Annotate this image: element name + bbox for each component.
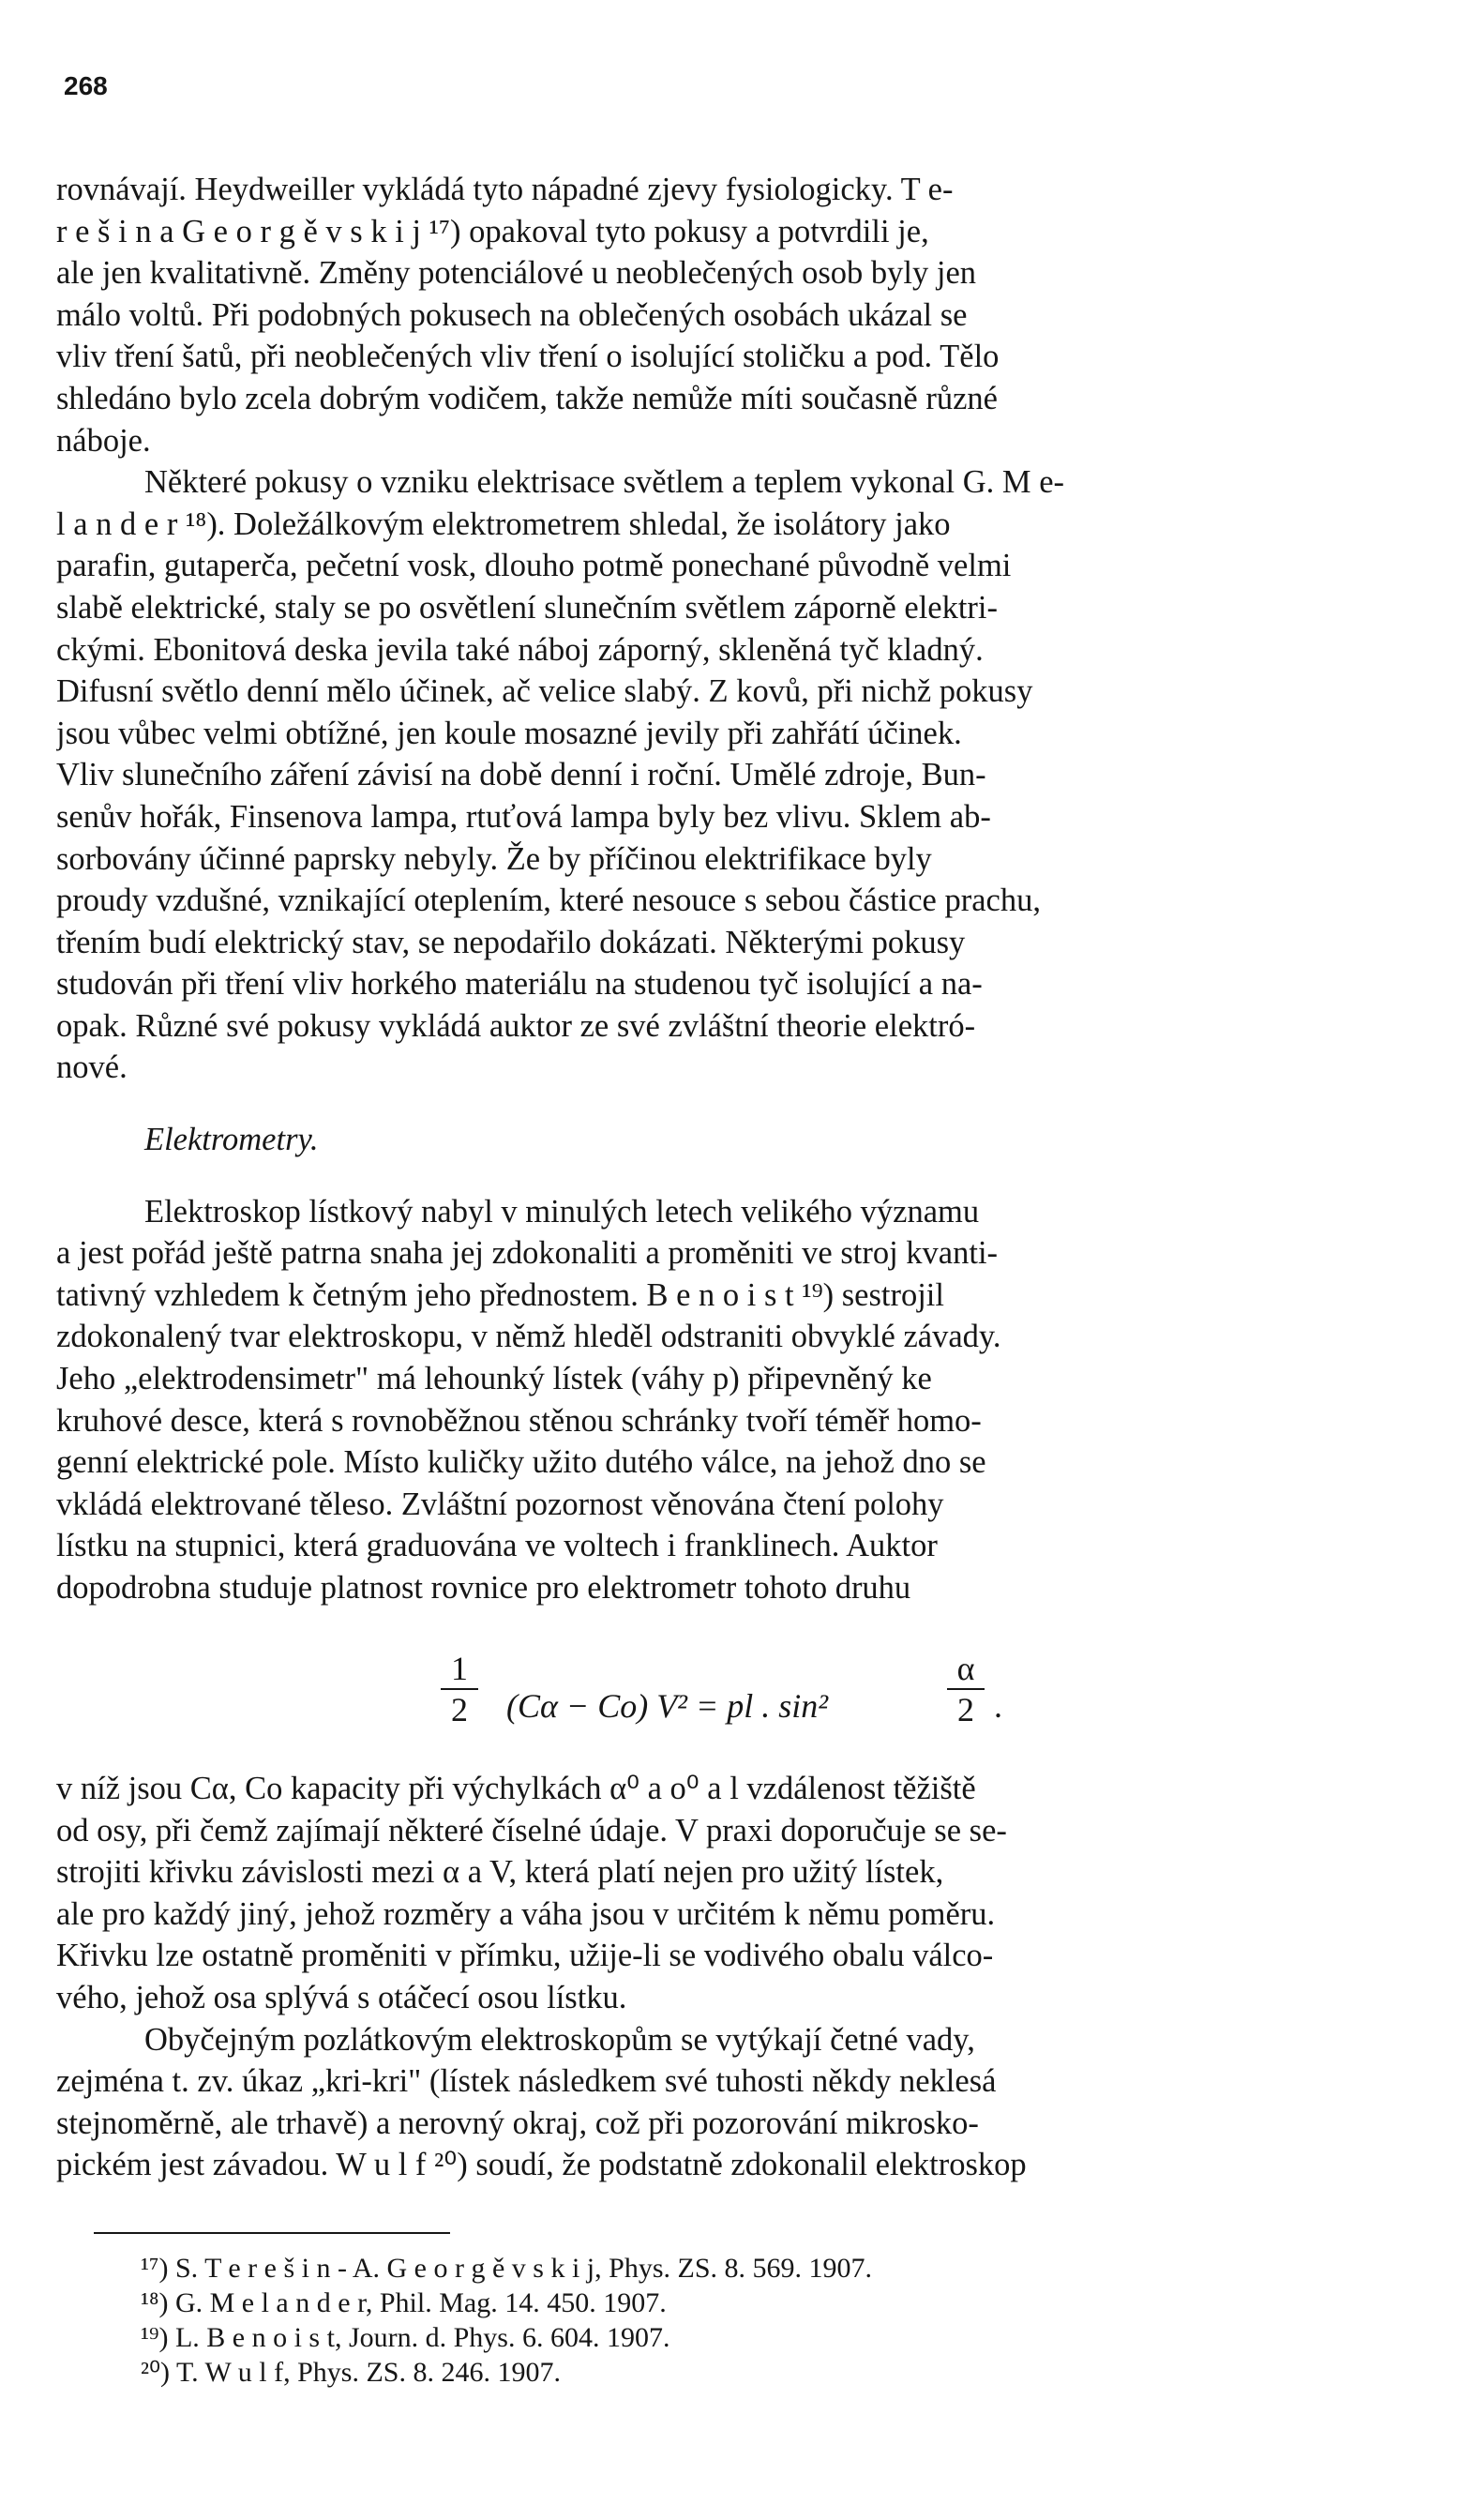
text-line: Jeho „elektrodensimetr" má lehounký lístek (váhy p) připevněný ke xyxy=(56,1361,932,1397)
text-line: vého, jehož osa splývá s otáčecí osou lístku. xyxy=(56,1979,627,2015)
text-line: Obyčejným pozlátkovým elektroskopům se vytýkají četné vady, xyxy=(144,2021,975,2058)
text-line: třením budí elektrický stav, se nepodařilo dokázati. Některými pokusy xyxy=(56,924,966,960)
text-line: Difusní světlo denní mělo účinek, ač velice slabý. Z kovů, při nichž pokusy xyxy=(56,673,1033,710)
text-line: jsou vůbec velmi obtížné, jen koule mosazné jevily při zahřátí účinek. xyxy=(56,715,962,751)
footnote: ¹⁸) G. M e l a n d e r, Phil. Mag. 14. 450. 1907. xyxy=(141,2287,667,2318)
body-text-bottom xyxy=(56,1768,1397,2186)
text-line: rovnávají. Heydweiller vykládá tyto nápadné zjevy fysiologicky. T e- xyxy=(56,172,954,207)
text-line: Křivku lze ostatně proměniti v přímku, užije-li se vodivého obalu válco- xyxy=(56,1938,994,1974)
fraction-denominator: 2 xyxy=(451,1691,468,1728)
text-line: lístku na stupnici, která graduována ve voltech i franklinech. Auktor xyxy=(56,1528,938,1564)
page-number: 268 xyxy=(64,71,108,100)
footnote: ²⁰) T. W u l f, Phys. ZS. 8. 246. 1907. xyxy=(141,2357,561,2388)
footnote: ¹⁹) L. B e n o i s t, Journ. d. Phys. 6. 604. 1907. xyxy=(141,2322,670,2353)
text-line: r e š i n a G e o r g ě v s k i j ¹⁷) opakoval tyto pokusy a potvrdili je, xyxy=(56,213,929,249)
footnotes xyxy=(141,2251,1313,2390)
text-line: Některé pokusy o vzniku elektrisace světlem a teplem vykonal G. M e- xyxy=(144,464,1065,501)
body-text-top xyxy=(56,169,1397,1609)
text-line: sorbovány účinné paprsky nebyly. Že by příčinou elektrifikace byly xyxy=(56,840,932,877)
text-line: vliv tření šatů, při neoblečených vliv tření o isolující stoličku a pod. Tělo xyxy=(56,339,1000,375)
fraction-numerator: 1 xyxy=(451,1650,468,1687)
fraction-numerator: α xyxy=(956,1650,975,1687)
text-line: dopodrobna studuje platnost rovnice pro elektrometr tohoto druhu xyxy=(56,1570,911,1606)
text-line: málo voltů. Při podobných pokusech na oblečených osobách ukázal se xyxy=(56,296,968,333)
text-line: strojiti křivku závislosti mezi α a V, která platí nejen pro užitý lístek, xyxy=(56,1854,944,1891)
equation xyxy=(441,1649,1097,1761)
text-line: l a n d e r ¹⁸). Doležálkovým elektrometrem shledal, že isolátory jako xyxy=(56,506,951,542)
text-line: senův hořák, Finsenova lampa, rtuťová lampa byly bez vlivu. Sklem ab- xyxy=(56,798,991,835)
text-line: shledáno bylo zcela dobrým vodičem, takže nemůže míti současně různé xyxy=(56,380,998,416)
section-heading: Elektrometry. xyxy=(144,1122,319,1158)
fraction-one-half xyxy=(441,1649,478,1729)
equation-body: (Cα − Cο) V² = pl . sin² xyxy=(506,1687,829,1725)
text-line: parafin, gutaperča, pečetní vosk, dlouho potmě ponechané původně velmi xyxy=(56,548,1012,584)
fraction-alpha-half xyxy=(947,1649,985,1729)
text-line: zdokonalený tvar elektroskopu, v němž hleděl odstraniti obvyklé závady. xyxy=(56,1319,1001,1355)
fraction-denominator: 2 xyxy=(957,1691,974,1728)
text-line: náboje. xyxy=(56,422,151,459)
text-line: opak. Různé své pokusy vykládá auktor ze své zvláštní theorie elektró- xyxy=(56,1007,976,1044)
text-line: proudy vzdušné, vznikající oteplením, které nesouce s sebou částice prachu, xyxy=(56,883,1041,919)
text-line: Elektroskop lístkový nabyl v minulých letech velikého významu xyxy=(144,1193,980,1230)
text-line: nové. xyxy=(56,1049,128,1086)
text-line: vkládá elektrované těleso. Zvláštní pozornost věnována čtení polohy xyxy=(56,1486,944,1522)
text-line: v níž jsou Cα, Cο kapacity při výchylkách α⁰ a o⁰ a l vzdálenost těžiště xyxy=(56,1771,976,1806)
text-line: ale jen kvalitativně. Změny potenciálové u neoblečených osob byly jen xyxy=(56,255,977,292)
text-line: kruhové desce, která s rovnoběžnou stěnou schránky tvoří téměř homo- xyxy=(56,1402,982,1439)
equation-end: . xyxy=(994,1687,1002,1725)
footnote: ¹⁷) S. T e r e š i n - A. G e o r g ě v s k i j, Phys. ZS. 8. 569. 1907. xyxy=(141,2253,872,2284)
text-line: ckými. Ebonitová deska jevila také náboj záporný, skleněná tyč kladný. xyxy=(56,631,984,668)
text-line: zejména t. zv. úkaz „kri-kri" (lístek následkem své tuhosti někdy neklesá xyxy=(56,2063,997,2100)
text-line: stejnoměrně, ale trhavě) a nerovný okraj, což při pozorování mikrosko- xyxy=(56,2105,979,2141)
text-line: studován při tření vliv horkého materiálu na studenou tyč isolující a na- xyxy=(56,966,983,1003)
text-line: Vliv slunečního záření závisí na době denní i roční. Umělé zdroje, Bun- xyxy=(56,757,986,793)
text-line: pickém jest závadou. W u l f ²⁰) soudí, že podstatně zdokonalil elektroskop xyxy=(56,2147,1027,2183)
text-line: tativný vzhledem k četným jeho přednostem. B e n o i s t ¹⁹) sestrojil xyxy=(56,1276,944,1313)
text-line: ale pro každý jiný, jehož rozměry a váha jsou v určitém k němu poměru. xyxy=(56,1895,996,1932)
text-line: od osy, při čemž zajímají některé číselné údaje. V praxi doporučuje se se- xyxy=(56,1812,1007,1849)
text-line: slabě elektrické, staly se po osvětlení slunečním světlem záporně elektri- xyxy=(56,589,998,626)
footnote-divider xyxy=(94,2232,450,2234)
text-line: genní elektrické pole. Místo kuličky užito dutého válce, na jehož dno se xyxy=(56,1444,986,1481)
text-line: a jest pořád ještě patrna snaha jej zdokonaliti a proměniti ve stroj kvanti- xyxy=(56,1235,999,1272)
